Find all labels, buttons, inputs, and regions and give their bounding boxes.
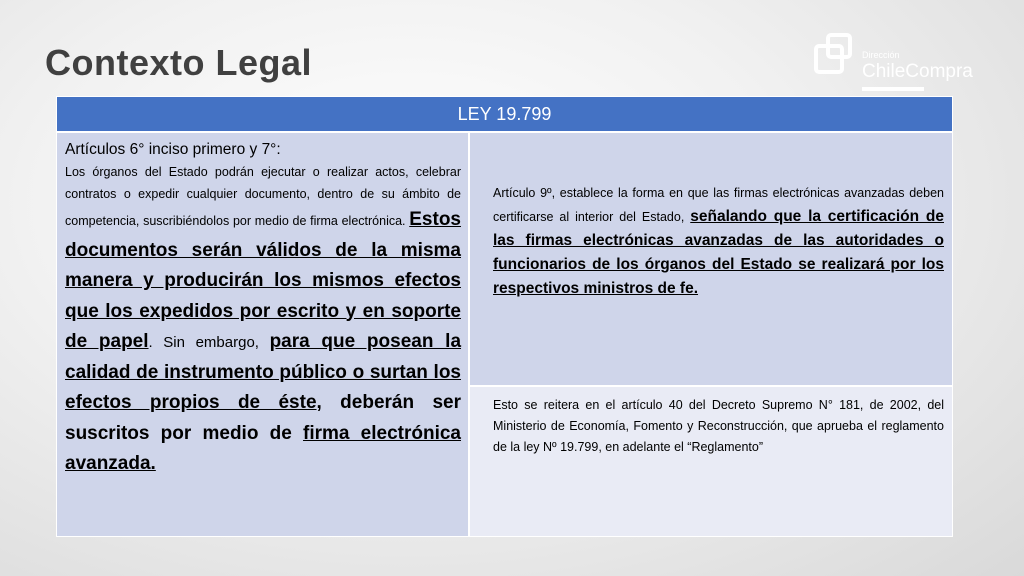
right-top-bold-text: señalando que la certificación de las firmas electrónicas avanzadas de las autoridades o funcionarios de los órganos del Estado se realizará por los respectivos ministros de fe. [493, 208, 944, 297]
left-cell [57, 133, 470, 536]
page-title: Contexto Legal [45, 42, 313, 83]
logo-underline [862, 87, 924, 91]
left-subtitle: Artículos 6° inciso primero y 7°: [65, 141, 281, 158]
right-top-text: Artículo 9º, establece la forma en que las firmas electrónicas avanzadas deben certificarse al interior del Estado, [493, 186, 944, 224]
right-bottom-cell [470, 387, 952, 536]
logo-squares-icon [812, 30, 860, 80]
left-text-5: , deberán ser suscritos por medio de [65, 392, 462, 444]
logo-small-text: Dirección [862, 50, 900, 60]
left-text-2: Estos documentos serán válidos de la misma manera y producirán los mismos efectos que los expedidos por escrito y en soporte de papel [65, 209, 461, 352]
left-text-4: para que posean la calidad de instrumento público o surtan los efectos propios de éste [65, 331, 462, 413]
right-bottom-text: Esto se reitera en el artículo 40 del Decreto Supremo N° 181, de 2002, del Ministerio de Economía, Fomento y Reconstrucción, que aprueba el reglamento de la ley Nº 19.799, en adelante el “Reglamento” [493, 398, 944, 454]
chilecompra-logo [812, 30, 982, 94]
table-header: LEY 19.799 [57, 97, 952, 133]
right-top-cell [470, 133, 952, 387]
left-text-6: firma electrónica avanzada. [65, 422, 461, 474]
left-text-3: . Sin embargo, [148, 334, 270, 351]
left-text-1: Los órganos del Estado podrán ejecutar o realizar actos, celebrar contratos o expedir cualquier documento, dentro de su ámbito de competencia, suscribiéndolos por medio de firma electrónica. [65, 165, 461, 228]
law-table [56, 96, 953, 537]
logo-big-text: ChileCompra [862, 61, 973, 82]
